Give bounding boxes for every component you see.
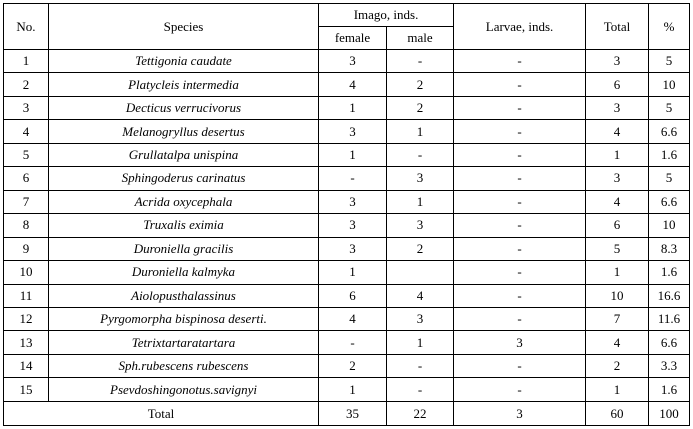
cell-female: 1 [319, 143, 387, 166]
cell-larvae: - [454, 214, 586, 237]
cell-no: 4 [4, 120, 49, 143]
cell-species: Duroniella gracilis [49, 237, 319, 260]
cell-total: 6 [586, 73, 649, 96]
cell-female: 2 [319, 354, 387, 377]
cell-larvae: - [454, 284, 586, 307]
header-species: Species [49, 4, 319, 50]
cell-total: 1 [586, 143, 649, 166]
cell-female: 1 [319, 378, 387, 402]
cell-no: 7 [4, 190, 49, 213]
cell-male: 2 [387, 96, 454, 119]
cell-species: Pyrgomorpha bispinosa deserti. [49, 307, 319, 330]
cell-female: 3 [319, 50, 387, 73]
total-male: 22 [387, 402, 454, 426]
species-table [3, 3, 690, 426]
table-row [4, 354, 690, 377]
table-row [4, 120, 690, 143]
cell-male: 1 [387, 190, 454, 213]
table-row [4, 190, 690, 213]
cell-percent: 6.6 [649, 120, 690, 143]
cell-total: 1 [586, 378, 649, 402]
cell-total: 4 [586, 190, 649, 213]
cell-larvae: - [454, 120, 586, 143]
total-percent: 100 [649, 402, 690, 426]
cell-male: 4 [387, 284, 454, 307]
cell-larvae: - [454, 73, 586, 96]
cell-male: 3 [387, 167, 454, 190]
cell-total: 6 [586, 214, 649, 237]
total-female: 35 [319, 402, 387, 426]
cell-no: 2 [4, 73, 49, 96]
cell-larvae: 3 [454, 331, 586, 354]
cell-species: Aiolopusthalassinus [49, 284, 319, 307]
cell-total: 3 [586, 167, 649, 190]
cell-total: 4 [586, 120, 649, 143]
cell-female: 1 [319, 261, 387, 284]
cell-no: 1 [4, 50, 49, 73]
cell-female: - [319, 167, 387, 190]
cell-female: 4 [319, 73, 387, 96]
header-larvae: Larvae, inds. [454, 4, 586, 50]
cell-no: 8 [4, 214, 49, 237]
cell-male: 3 [387, 307, 454, 330]
cell-total: 3 [586, 96, 649, 119]
cell-species: Sphingoderus carinatus [49, 167, 319, 190]
total-label: Total [4, 402, 319, 426]
table-row [4, 50, 690, 73]
cell-male: - [387, 354, 454, 377]
cell-percent: 5 [649, 167, 690, 190]
cell-no: 13 [4, 331, 49, 354]
cell-male [387, 261, 454, 284]
cell-no: 10 [4, 261, 49, 284]
cell-total: 10 [586, 284, 649, 307]
cell-male: - [387, 50, 454, 73]
cell-total: 4 [586, 331, 649, 354]
cell-female: 4 [319, 307, 387, 330]
cell-male: 2 [387, 237, 454, 260]
table-row [4, 96, 690, 119]
cell-female: 3 [319, 190, 387, 213]
cell-percent: 5 [649, 96, 690, 119]
header-no: No. [4, 4, 49, 50]
cell-total: 7 [586, 307, 649, 330]
cell-species: Acrida oxycephala [49, 190, 319, 213]
cell-species: Platycleis intermedia [49, 73, 319, 96]
cell-male: - [387, 378, 454, 402]
cell-larvae: - [454, 261, 586, 284]
cell-male: 3 [387, 214, 454, 237]
cell-no: 12 [4, 307, 49, 330]
cell-percent: 1.6 [649, 143, 690, 166]
cell-percent: 6.6 [649, 331, 690, 354]
header-female: female [319, 27, 387, 50]
table-row [4, 73, 690, 96]
header-total: Total [586, 4, 649, 50]
table-row [4, 378, 690, 402]
cell-male: - [387, 143, 454, 166]
table-row [4, 331, 690, 354]
cell-percent: 11.6 [649, 307, 690, 330]
cell-percent: 5 [649, 50, 690, 73]
cell-no: 6 [4, 167, 49, 190]
cell-species: Decticus verrucivorus [49, 96, 319, 119]
cell-male: 1 [387, 120, 454, 143]
cell-total: 3 [586, 50, 649, 73]
total-row [4, 402, 690, 426]
total-larvae: 3 [454, 402, 586, 426]
cell-species: Tetrixtartaratartara [49, 331, 319, 354]
cell-percent: 10 [649, 214, 690, 237]
cell-larvae: - [454, 378, 586, 402]
cell-total: 5 [586, 237, 649, 260]
cell-species: Grullatalpa unispina [49, 143, 319, 166]
cell-larvae: - [454, 190, 586, 213]
cell-larvae: - [454, 307, 586, 330]
cell-male: 1 [387, 331, 454, 354]
table-row [4, 237, 690, 260]
cell-female: 3 [319, 237, 387, 260]
cell-total: 1 [586, 261, 649, 284]
cell-species: Truxalis eximia [49, 214, 319, 237]
cell-female: 3 [319, 120, 387, 143]
cell-male: 2 [387, 73, 454, 96]
cell-larvae: - [454, 96, 586, 119]
total-total: 60 [586, 402, 649, 426]
cell-larvae: - [454, 167, 586, 190]
cell-no: 11 [4, 284, 49, 307]
cell-larvae: - [454, 143, 586, 166]
cell-larvae: - [454, 50, 586, 73]
table-body [4, 50, 690, 402]
cell-total: 2 [586, 354, 649, 377]
cell-no: 5 [4, 143, 49, 166]
cell-no: 15 [4, 378, 49, 402]
table-row [4, 214, 690, 237]
cell-female: - [319, 331, 387, 354]
cell-species: Sph.rubescens rubescens [49, 354, 319, 377]
table-row [4, 261, 690, 284]
cell-no: 9 [4, 237, 49, 260]
cell-no: 3 [4, 96, 49, 119]
cell-percent: 16.6 [649, 284, 690, 307]
cell-larvae: - [454, 237, 586, 260]
cell-percent: 10 [649, 73, 690, 96]
cell-species: Psevdoshingonotus.savignyi [49, 378, 319, 402]
cell-percent: 1.6 [649, 261, 690, 284]
cell-percent: 1.6 [649, 378, 690, 402]
cell-species: Melanogryllus desertus [49, 120, 319, 143]
cell-female: 6 [319, 284, 387, 307]
cell-species: Tettigonia caudate [49, 50, 319, 73]
cell-percent: 3.3 [649, 354, 690, 377]
table-row [4, 284, 690, 307]
header-percent: % [649, 4, 690, 50]
cell-species: Duroniella kalmyka [49, 261, 319, 284]
cell-larvae: - [454, 354, 586, 377]
table-row [4, 143, 690, 166]
table-row [4, 167, 690, 190]
cell-female: 1 [319, 96, 387, 119]
table-row [4, 307, 690, 330]
cell-percent: 8.3 [649, 237, 690, 260]
header-imago: Imago, inds. [319, 4, 454, 27]
cell-no: 14 [4, 354, 49, 377]
header-male: male [387, 27, 454, 50]
cell-female: 3 [319, 214, 387, 237]
cell-percent: 6.6 [649, 190, 690, 213]
